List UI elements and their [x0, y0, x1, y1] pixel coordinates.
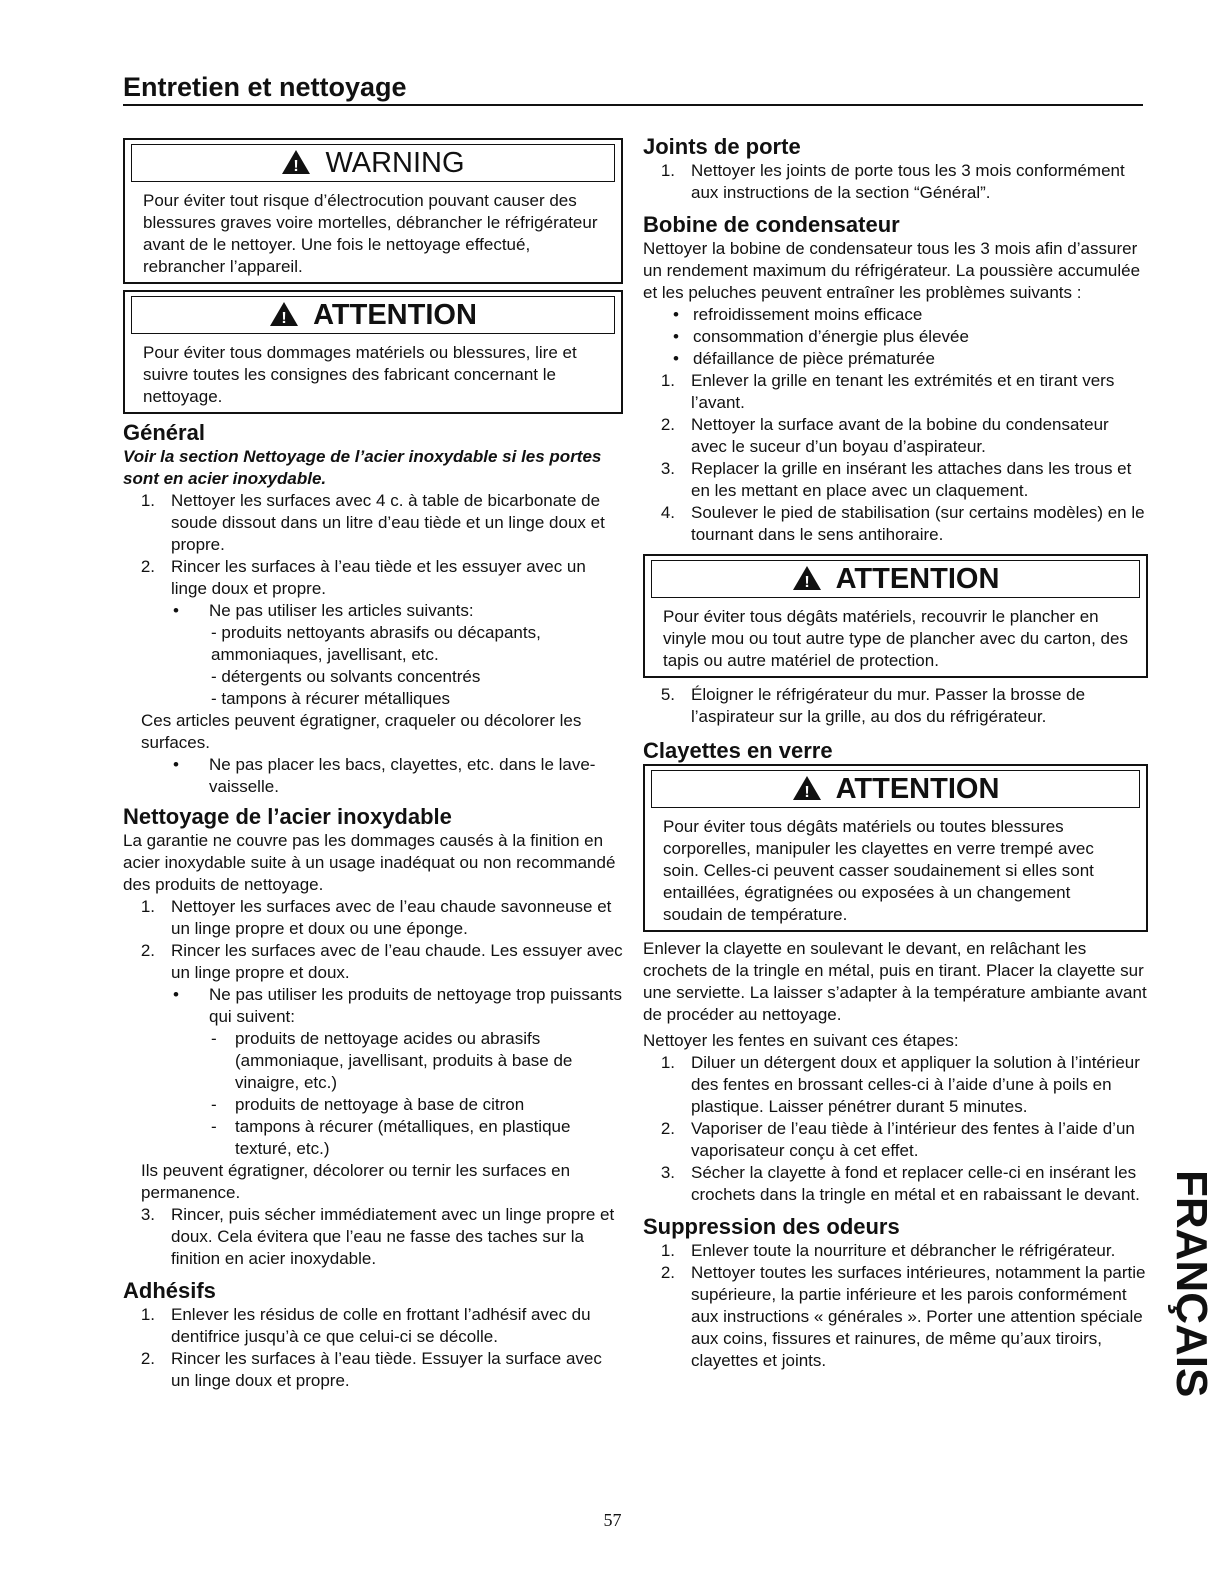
dash-text: produits de nettoyage à base de citron — [235, 1095, 525, 1114]
warning-box — [123, 138, 623, 284]
item-text: Nettoyer les surfaces avec 4 c. à table de bicarbonate de soude dissout dans un litre d’eau tiède et un linge doux et propre. — [171, 491, 605, 554]
section-title-condenser: Bobine de condensateur — [643, 212, 900, 237]
list-item — [123, 940, 623, 984]
item-text: Rincer les surfaces avec de l’eau chaude. Les essuyer avec un linge propre et doux. — [171, 941, 623, 982]
item-text: Vaporiser de l’eau tiède à l’intérieur des fentes à l’aide d’un vaporisateur conçu à cet effet. — [691, 1119, 1135, 1160]
svg-text:!: ! — [281, 310, 287, 327]
bullet-item: • défaillance de pièce prématurée — [673, 349, 935, 368]
svg-text:!: ! — [293, 158, 300, 175]
section-title-stainless: Nettoyage de l’acier inoxydable — [123, 804, 452, 829]
glass-intro: Enlever la clayette en soulevant le devant, en relâchant les crochets de la tringle en métal, puis en tirant. Placer la clayette sur une serviette. La laisser s’adapter à la température ambiante avant de procéder au nettoyage. — [643, 939, 1147, 1024]
item-number: 2. — [660, 1119, 675, 1138]
page-number: 57 — [603, 1510, 622, 1530]
glass-intro-2: Nettoyer les fentes en suivant ces étapes: — [643, 1031, 959, 1050]
stainless-after: Ils peuvent égratigner, décolorer ou ternir les surfaces en permanence. — [141, 1161, 571, 1202]
dash-item: - détergents ou solvants concentrés — [211, 667, 481, 686]
warning-heading: WARNING — [325, 147, 465, 179]
language-label: FRANÇAIS — [1167, 1170, 1216, 1398]
section-title-odors: Suppression des odeurs — [643, 1214, 900, 1239]
condenser-intro: Nettoyer la bobine de condensateur tous les 3 mois afin d’assurer un rendement maximum du réfrigérateur. La poussière accumulée et les peluches peuvent entraîner les problèmes suivants : — [643, 239, 1141, 302]
list-item — [123, 1304, 623, 1348]
item-number: 5. — [660, 685, 675, 704]
item-text: Nettoyer les surfaces avec de l’eau chaude savonneuse et un linge propre et doux ou une éponge. — [171, 897, 612, 938]
item-number: 1. — [660, 1241, 675, 1260]
item-number: 3. — [660, 1163, 675, 1182]
list-item — [643, 1162, 1148, 1206]
item-text: Enlever la grille en tenant les extrémités et en tirant vers l’avant. — [691, 371, 1115, 412]
attention-text: Pour éviter tous dommages matériels ou blessures, lire et suivre toutes les consignes des fabricant concernant le nettoyage. — [143, 343, 577, 406]
general-after: Ces articles peuvent égratigner, craqueler ou décolorer les surfaces. — [141, 711, 582, 752]
dash-item: - produits nettoyants abrasifs ou décapants, ammoniaques, javellisant, etc. — [211, 623, 541, 664]
item-number: 1. — [140, 897, 155, 916]
item-number: 1. — [660, 1053, 675, 1072]
attention-box-1 — [123, 290, 623, 414]
item-text: Rincer, puis sécher immédiatement avec un linge propre et doux. Cela évitera que l’eau ne fasse des taches sur la finition en acier inoxydable. — [171, 1205, 615, 1268]
item-number: 1. — [140, 1305, 155, 1324]
section-title-adhesives: Adhésifs — [123, 1278, 216, 1303]
dash-text: tampons à récurer (métalliques, en plastique texturé, etc.) — [235, 1117, 571, 1158]
stainless-intro: La garantie ne couvre pas les dommages causés à la finition en acier inoxydable suite à un usage inadéquat ou non recommandé des produits de nettoyage. — [123, 831, 616, 894]
item-number: 1. — [660, 161, 675, 180]
bullet-text: Ne pas utiliser les produits de nettoyage trop puissants qui suivent: — [209, 985, 622, 1026]
item-number: 2. — [140, 557, 155, 576]
list-item — [643, 414, 1148, 458]
warning-heading-box — [131, 144, 615, 182]
item-number: 2. — [140, 941, 155, 960]
item-text: Enlever toute la nourriture et débrancher le réfrigérateur. — [691, 1241, 1116, 1260]
section-title-glass: Clayettes en verre — [643, 738, 833, 763]
page-title: Entretien et nettoyage — [123, 72, 407, 102]
attention-heading-box — [651, 560, 1140, 598]
dash-item: - tampons à récurer (métalliques, en plastique texturé, etc.) — [123, 1116, 623, 1160]
attention-heading-box — [651, 770, 1140, 808]
list-item — [643, 370, 1148, 414]
item-number: 1. — [660, 371, 675, 390]
left-column — [123, 138, 623, 1392]
dash-item: - produits de nettoyage à base de citron — [211, 1095, 525, 1114]
title-rule — [123, 104, 1143, 106]
attention-heading: ATTENTION — [835, 563, 1000, 595]
list-item — [643, 1262, 1148, 1372]
list-item — [123, 896, 623, 940]
svg-text:!: ! — [803, 574, 810, 591]
right-column — [643, 134, 1148, 1372]
attention-box-3 — [643, 764, 1148, 932]
attention-text: Pour éviter tous dégâts matériels, recouvrir le plancher en vinyle mou ou tout autre type de plancher avec du carton, des tapis ou autre matériel de protection. — [663, 607, 1128, 670]
bullet-item: • Ne pas utiliser les produits de nettoyage trop puissants qui suivent: — [173, 985, 622, 1026]
item-text: Nettoyer toutes les surfaces intérieures, notamment la partie supérieure, la partie inférieure et les parois conformément aux instructions « générales ». Porter une attention spéciale aux coins, fissures et rainures, de même qu’aux tiroirs, clayettes et joints. — [691, 1263, 1146, 1370]
bullet-item: • consommation d’énergie plus élevée — [673, 327, 969, 346]
bullet-item: • refroidissement moins efficace — [673, 305, 923, 324]
item-text: Sécher la clayette à fond et replacer celle-ci en insérant les crochets dans la tringle en métal et en rabaissant le devant. — [691, 1163, 1140, 1204]
bullet-text: Ne pas utiliser les articles suivants: — [209, 601, 474, 620]
item-text: Nettoyer les joints de porte tous les 3 mois conformément aux instructions de la section “Général”. — [691, 161, 1125, 202]
item-text: Enlever les résidus de colle en frottant l’adhésif avec du dentifrice jusqu’à ce que celui-ci se décolle. — [171, 1305, 591, 1346]
attention-text: Pour éviter tous dégâts matériels ou toutes blessures corporelles, manipuler les clayettes en verre trempé avec soin. Celles-ci peuvent casser soudainement si elles sont entaillées, égratignées ou exposées à un changement soudain de température. — [663, 817, 1094, 924]
dash-item: - tampons à récurer métalliques — [211, 689, 451, 708]
list-item — [643, 160, 1148, 204]
bullet-text: consommation d’énergie plus élevée — [693, 327, 969, 346]
list-item — [643, 1118, 1148, 1162]
item-text: Rincer les surfaces à l’eau tiède. Essuyer la surface avec un linge doux et propre. — [171, 1349, 602, 1390]
attention-box-2 — [643, 554, 1148, 678]
attention-heading: ATTENTION — [835, 773, 1000, 805]
item-number: 2. — [140, 1349, 155, 1368]
item-text: Replacer la grille en insérant les attaches dans les trous et en les mettant en place avec un claquement. — [691, 459, 1132, 500]
list-item — [123, 490, 623, 556]
language-tab — [1157, 1160, 1217, 1420]
attention-heading-box — [131, 296, 615, 334]
item-number: 2. — [660, 415, 675, 434]
list-item — [123, 1204, 623, 1270]
warning-triangle-icon — [792, 775, 822, 801]
attention-heading: ATTENTION — [313, 299, 477, 331]
warning-triangle-icon — [792, 565, 822, 591]
section-title-gaskets: Joints de porte — [643, 134, 801, 159]
bullet-text: défaillance de pièce prématurée — [693, 349, 935, 368]
list-item — [123, 556, 623, 600]
dash-text: produits de nettoyage acides ou abrasifs (ammoniaque, javellisant, produits à base de vinaigre, etc.) — [235, 1029, 573, 1092]
item-text: Éloigner le réfrigérateur du mur. Passer la brosse de l’aspirateur sur la grille, au dos du réfrigérateur. — [691, 685, 1086, 726]
item-number: 1. — [140, 491, 155, 510]
list-item — [643, 458, 1148, 502]
bullet-item: • Ne pas utiliser les articles suivants: — [173, 601, 474, 620]
item-number: 3. — [140, 1205, 155, 1224]
list-item — [123, 1348, 623, 1392]
item-text: Nettoyer la surface avant de la bobine du condensateur avec le suceur d’un boyau d’aspirateur. — [691, 415, 1109, 456]
item-number: 2. — [660, 1263, 675, 1282]
item-text: Soulever le pied de stabilisation (sur certains modèles) en le tournant dans le sens antihoraire. — [691, 503, 1145, 544]
item-text: Rincer les surfaces à l’eau tiède et les essuyer avec un linge doux et propre. — [171, 557, 586, 598]
dash-item: - produits de nettoyage acides ou abrasifs (ammoniaque, javellisant, produits à base de vinaigre, etc.) — [123, 1028, 623, 1094]
list-item — [643, 1240, 1148, 1262]
list-item — [643, 684, 1148, 728]
warning-triangle-icon — [281, 149, 311, 175]
item-number: 4. — [660, 503, 675, 522]
warning-text: Pour éviter tout risque d’électrocution pouvant causer des blessures graves voire mortelles, débrancher le réfrigérateur avant de le nettoyer. Une fois le nettoyage effectué, rebrancher l’appareil. — [143, 191, 598, 276]
list-item — [643, 502, 1148, 546]
bullet-text: refroidissement moins efficace — [693, 305, 923, 324]
section-title-general: Général — [123, 420, 205, 445]
bullet-item: • Ne pas placer les bacs, clayettes, etc. dans le lave-vaisselle. — [123, 754, 623, 798]
item-number: 3. — [660, 459, 675, 478]
svg-text:!: ! — [803, 784, 810, 801]
warning-triangle-icon — [269, 301, 299, 327]
bullet-text: Ne pas placer les bacs, clayettes, etc. dans le lave-vaisselle. — [209, 755, 596, 796]
general-note: Voir la section Nettoyage de l’acier inoxydable si les portes sont en acier inoxydable. — [123, 447, 602, 488]
item-text: Diluer un détergent doux et appliquer la solution à l’intérieur des fentes en brossant celles-ci à l’aide d’une à poils en plastique. Laisser pénétrer durant 5 minutes. — [691, 1053, 1140, 1116]
list-item — [643, 1052, 1148, 1118]
